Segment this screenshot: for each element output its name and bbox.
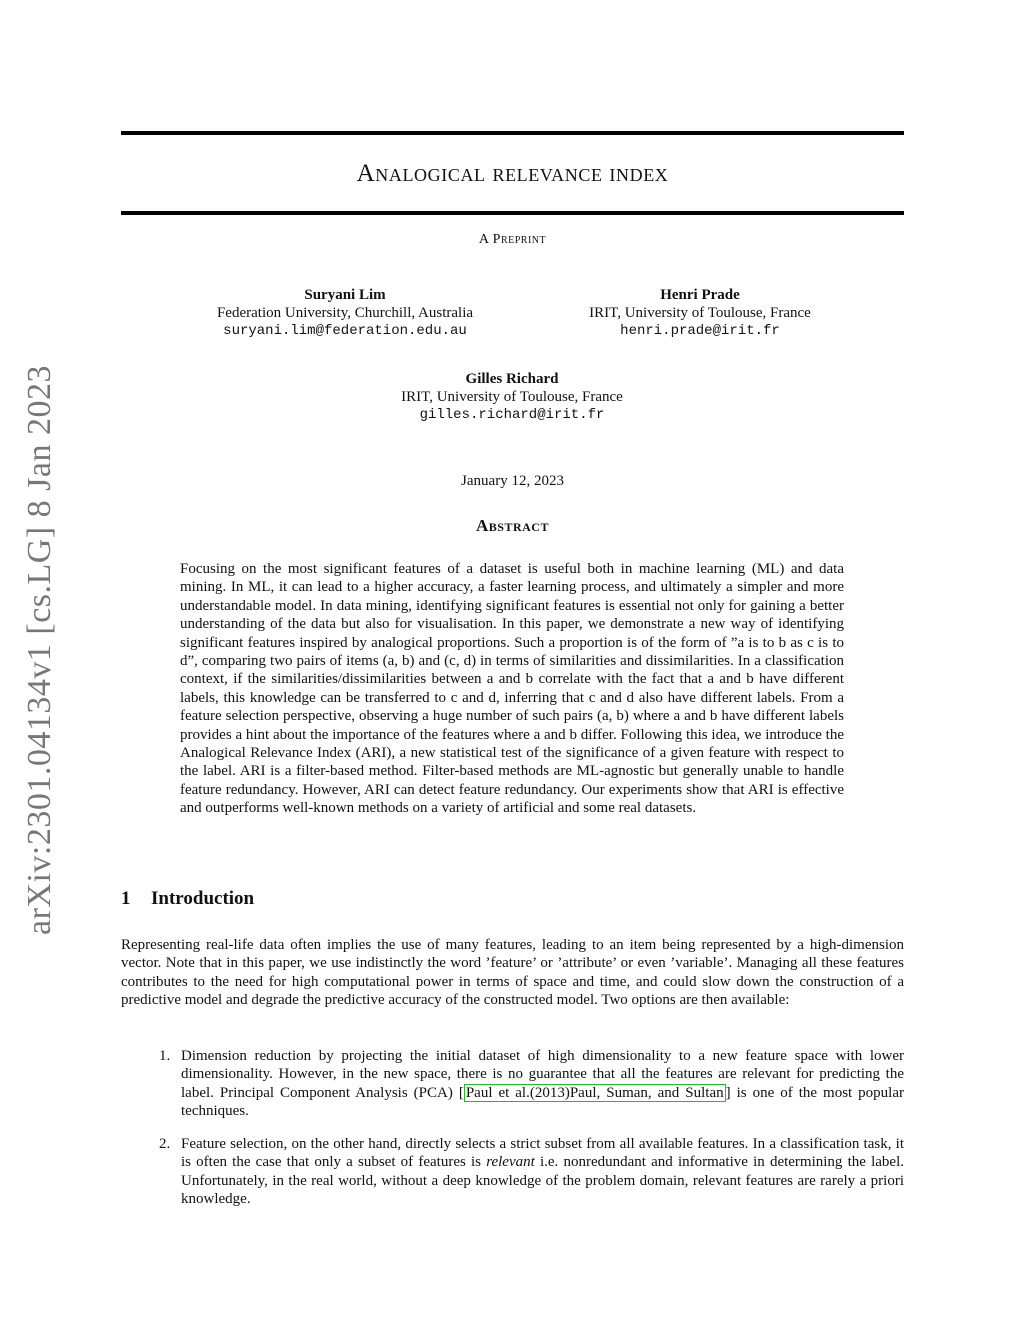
list-item-text: Dimension reduction by projecting the initial dataset of high dimensionality to a new feature space with lower dimensionality. However, in the new space, there is no guarantee that all the features are relevant for predicting the label. Principal Component Analysis (PCA) [ — [181, 1048, 904, 1101]
preprint-label: A Preprint — [478, 232, 547, 247]
intro-paragraph: Representing real-life data often implies the use of many features, leading to an item being represented by a high-dimension vector. Note that in this paper, we use indistinctly the word ’feature’ or ’attribute’ or even ’variable’. Managing all these features contributes to the need for high computational power in terms of space and time, and could slow down the construction of a predictive model and degrade the predictive accuracy of the constructed model. Two options are then available: — [121, 937, 904, 1009]
list-item-number: 1. — [159, 1048, 171, 1064]
author-affiliation: Federation University, Churchill, Australia — [216, 305, 474, 321]
section-number: 1 — [121, 888, 131, 909]
author-block — [190, 286, 500, 340]
abstract-heading: Abstract — [476, 516, 549, 535]
author-email[interactable]: henri.prade@irit.fr — [620, 323, 780, 339]
citation-link[interactable]: Paul et al.(2013)Paul, Suman, and Sultan — [465, 1084, 724, 1101]
list-item-text: Feature selection, on the other hand, directly selects a strict subset from all available features. In a classification task, it is often the case that only a subset of features is — [181, 1136, 904, 1171]
author-email[interactable]: gilles.richard@irit.fr — [419, 407, 605, 423]
title-top-rule — [121, 131, 904, 135]
paper-title: Analogical relevance index — [356, 160, 669, 187]
numbered-list — [121, 1047, 904, 1121]
title-bottom-rule — [121, 211, 904, 215]
author-name: Henri Prade — [660, 287, 740, 303]
arxiv-identifier[interactable]: arXiv:2301.04134v1 [cs.LG] 8 Jan 2023 — [21, 365, 58, 935]
list-item — [121, 1047, 904, 1121]
author-block — [555, 286, 845, 340]
author-name: Suryani Lim — [304, 287, 386, 303]
paper-date: January 12, 2023 — [461, 473, 564, 489]
author-email[interactable]: suryani.lim@federation.edu.au — [223, 323, 467, 339]
emphasis-text: relevant — [486, 1154, 535, 1171]
author-affiliation: IRIT, University of Toulouse, France — [589, 305, 811, 321]
author-block — [362, 370, 662, 424]
section-title: Introduction — [151, 888, 255, 909]
author-affiliation: IRIT, University of Toulouse, France — [401, 389, 623, 405]
abstract-text: Focusing on the most significant features of a dataset is useful both in machine learning (ML) and data mining. In ML, it can lead to a higher accuracy, a faster learning process, and ultimately a simpler and more understandable model. In data mining, identifying significant features is essential not only for gaining a better understanding of the data but also for visualisation. In this paper, we demonstrate a new way of identifying significant features inspired by analogical proportions. Such a proportion is of the form of ”a is to b as c is to d”, comparing two pairs of items (a, b) and (c, d) in terms of similarities and dissimilarities. In a classification context, if the similarities/dissimilarities between a and b correlate with the fact that a and b have different labels, this knowledge can be transferred to c and d, inferring that c and d also have different labels. From a feature selection perspective, observing a huge number of such pairs (a, b) where a and b have different labels provides a hint about the importance of the features where a and b differ. Following this idea, we introduce the Analogical Relevance Index (ARI), a new statistical test of the significance of a given feature with respect to the label. ARI is a filter-based method. Filter-based methods are ML-agnostic but generally unable to handle feature redundancy. However, ARI can detect feature redundancy. Our experiments show that ARI is effective and outperforms well-known methods on a variety of artificial and some real datasets. — [180, 561, 844, 817]
author-name: Gilles Richard — [465, 371, 559, 387]
list-item-text: ] is one of the most popular techniques. — [181, 1084, 904, 1120]
section-heading — [121, 888, 254, 910]
list-item-number: 2. — [159, 1136, 171, 1152]
list-item — [121, 1135, 904, 1209]
list-item-text: i.e. nonredundant and informative in determining the label. Unfortunately, in the real world, without a deep knowledge of the problem domain, relevant features are rarely a priori knowledge. — [181, 1154, 904, 1208]
numbered-list — [121, 1135, 904, 1209]
